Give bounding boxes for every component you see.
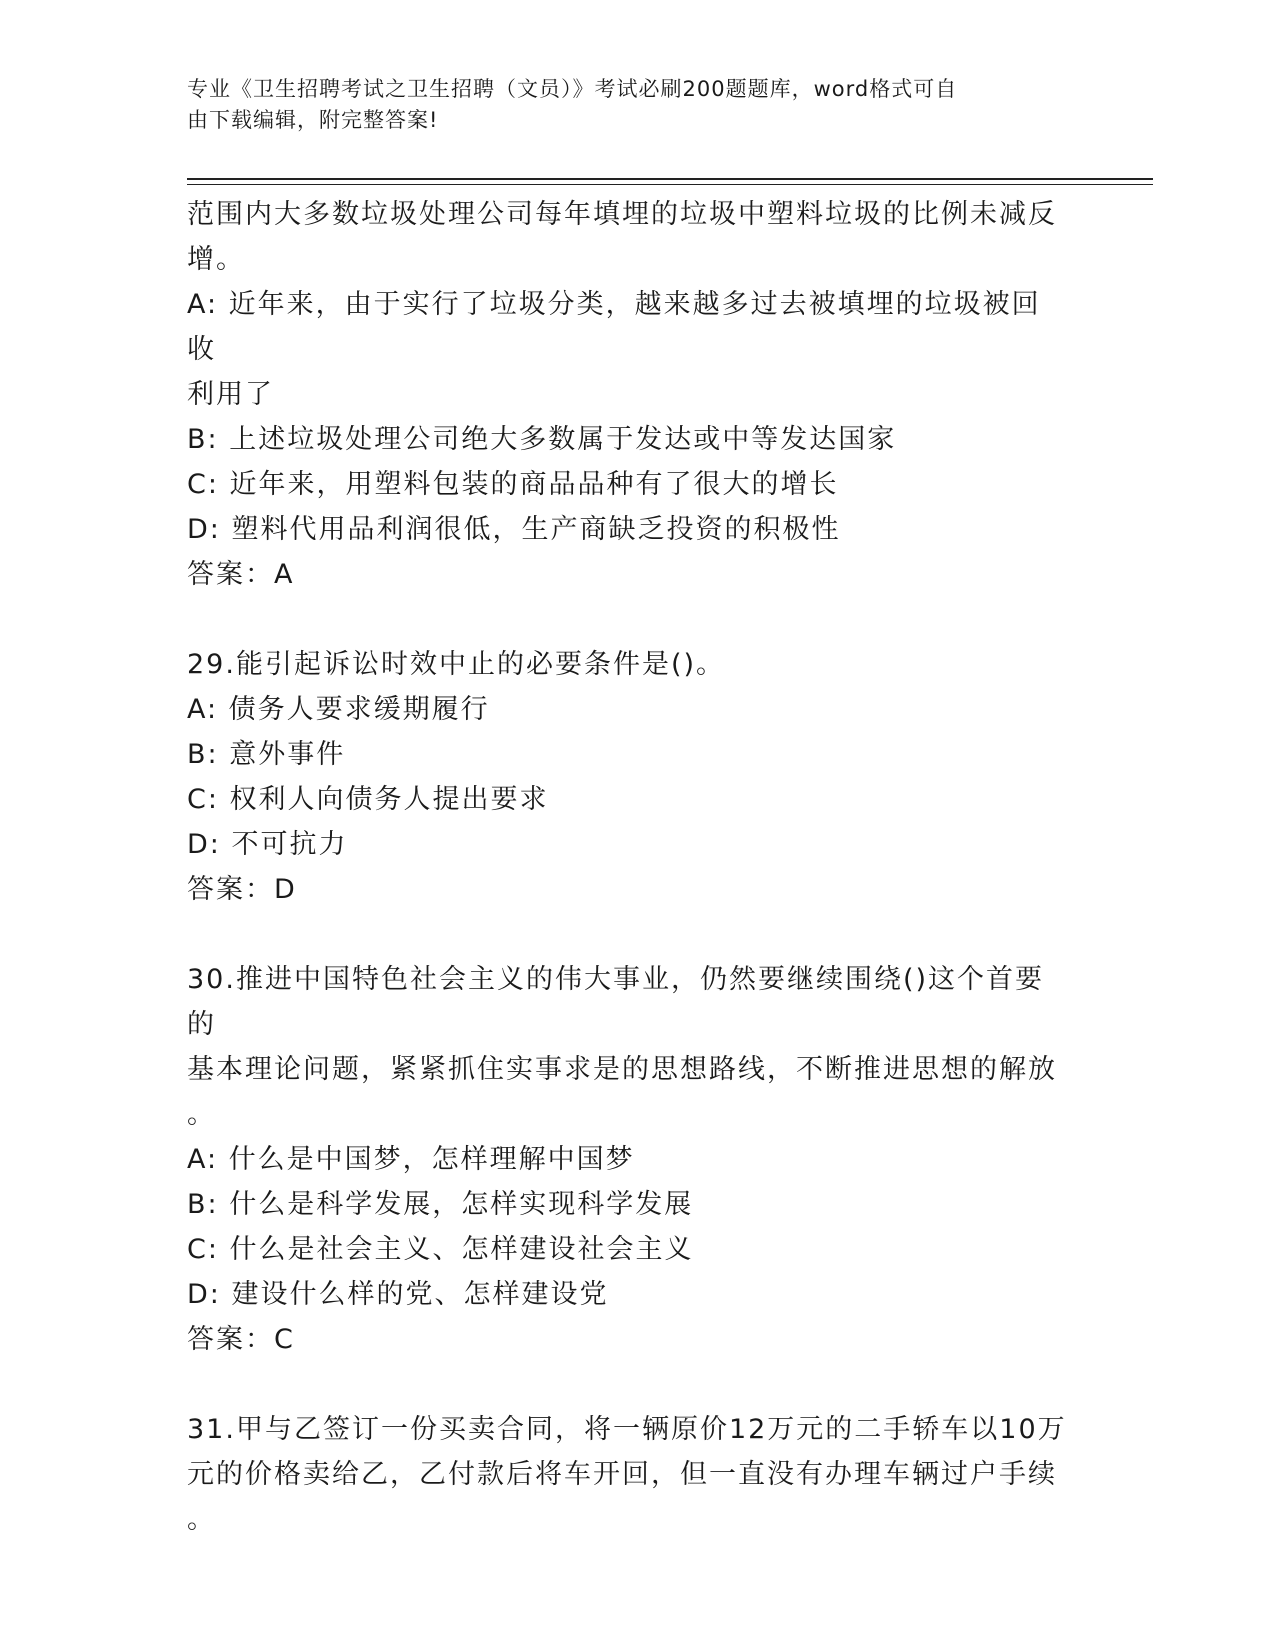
option-d: D: 塑料代用品利润很低，生产商缺乏投资的积极性 <box>187 514 841 545</box>
option-d: D: 建设什么样的党、怎样建设党 <box>187 1279 609 1310</box>
header-divider-thin <box>187 184 1153 185</box>
question-stem-line: 基本理论问题，紧紧抓住实事求是的思想路线，不断推进思想的解放 <box>187 1054 1057 1085</box>
question-stem: 29.能引起诉讼时效中止的必要条件是()。 <box>187 649 726 680</box>
option-c: C: 权利人向债务人提出要求 <box>187 784 549 815</box>
option-a-continued: 利用了 <box>187 379 274 410</box>
header-line-2: 由下载编辑，附完整答案! <box>187 108 439 132</box>
answer-label: 答案：D <box>187 874 297 905</box>
option-b: B: 上述垃圾处理公司绝大多数属于发达或中等发达国家 <box>187 424 897 455</box>
document-header <box>187 74 1067 136</box>
question-31 <box>187 1407 1067 1542</box>
option-c: C: 什么是社会主义、怎样建设社会主义 <box>187 1234 694 1265</box>
header-line-1: 专业《卫生招聘考试之卫生招聘（文员）》考试必刷200题题库，word格式可自 <box>187 77 958 101</box>
question-stem-line: 元的价格卖给乙，乙付款后将车开回，但一直没有办理车辆过户手续 <box>187 1459 1057 1490</box>
question-gap <box>187 597 1067 642</box>
question-stem-line: 。 <box>187 1504 216 1535</box>
option-b: B: 什么是科学发展，怎样实现科学发展 <box>187 1189 694 1220</box>
question-30 <box>187 957 1067 1362</box>
question-stem-line: 增。 <box>187 244 245 275</box>
question-stem-line: 。 <box>187 1099 216 1130</box>
question-gap <box>187 912 1067 957</box>
option-c: C: 近年来，用塑料包装的商品品种有了很大的增长 <box>187 469 839 500</box>
question-list <box>187 192 1067 1542</box>
option-a: A: 近年来，由于实行了垃圾分类，越来越多过去被填埋的垃圾被回收 <box>187 289 1041 365</box>
question-stem-line: 范围内大多数垃圾处理公司每年填埋的垃圾中塑料垃圾的比例未减反 <box>187 199 1057 230</box>
answer-label: 答案：A <box>187 559 295 590</box>
option-d: D: 不可抗力 <box>187 829 348 860</box>
question-gap <box>187 1362 1067 1407</box>
question-28 <box>187 192 1067 597</box>
header-divider-thick <box>187 178 1153 180</box>
answer-label: 答案：C <box>187 1324 295 1355</box>
option-a: A: 债务人要求缓期履行 <box>187 694 490 725</box>
option-b: B: 意外事件 <box>187 739 346 770</box>
question-stem-line: 31.甲与乙签订一份买卖合同，将一辆原价12万元的二手轿车以10万 <box>187 1414 1067 1445</box>
option-a: A: 什么是中国梦，怎样理解中国梦 <box>187 1144 635 1175</box>
question-29 <box>187 642 1067 912</box>
question-stem-line: 30.推进中国特色社会主义的伟大事业，仍然要继续围绕()这个首要的 <box>187 964 1045 1040</box>
